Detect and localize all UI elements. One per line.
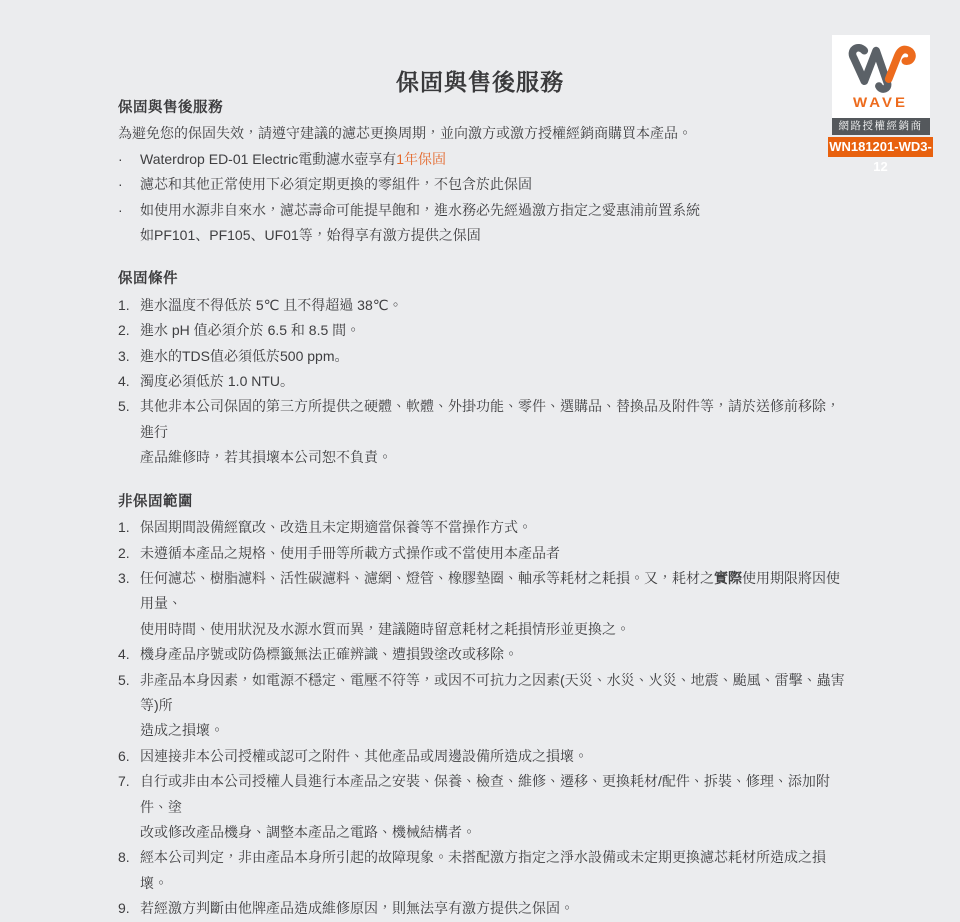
item-number: 3. <box>118 569 130 586</box>
item-number: 1. <box>118 519 130 536</box>
item-text: 進水 pH 值必須介於 6.5 和 8.5 間。 <box>140 322 361 339</box>
list-item <box>118 147 848 172</box>
item-number: 9. <box>118 900 130 917</box>
item-text: Waterdrop ED-01 Electric電動濾水壺享有1年保固 <box>140 150 446 167</box>
item-text: 任何濾芯、樹脂濾料、活性碳濾料、濾網、燈管、橡膠墊圈、軸承等耗材之耗損。又，耗材之實際使用期限將因使用量、 使用時間、使用狀況及水源水質而異，建議隨時留意耗材之耗損情形並更換之。 <box>140 569 840 637</box>
section-warranty-conditions <box>118 267 848 470</box>
list-item <box>118 896 848 921</box>
numbered-list <box>118 515 848 922</box>
item-text: 機身產品序號或防偽標籤無法正確辨識、遭損毀塗改或移除。 <box>140 646 518 663</box>
list-item <box>118 369 848 394</box>
item-number: 7. <box>118 773 130 790</box>
list-item <box>118 515 848 540</box>
dealer-label: 網路授權經銷商 <box>832 118 930 135</box>
item-number: 3. <box>118 347 130 364</box>
list-item <box>118 566 848 642</box>
list-item <box>118 394 848 470</box>
section-intro-paragraph: 為避免您的保固失效，請遵守建議的濾芯更換周期，並向激方或激方授權經銷商購買本產品。 <box>118 125 692 142</box>
item-number: 5. <box>118 398 130 415</box>
wave-w-logo-icon <box>846 43 916 93</box>
item-text: 自行或非由本公司授權人員進行本產品之安裝、保養、檢查、維修、遷移、更換耗材/配件、拆裝、修理、添加附件、塗 改或修改產品機身、調整本產品之電路、機械結構者。 <box>140 773 830 840</box>
wave-wordmark: WAVE <box>852 94 909 111</box>
list-item <box>118 642 848 667</box>
numbered-list <box>118 293 848 471</box>
section-heading: 保固條件 <box>118 271 178 288</box>
item-text: 未遵循本產品之規格、使用手冊等所載方式操作或不當使用本產品者 <box>140 544 560 561</box>
item-text: 如使用水源非自來水，濾芯壽命可能提早飽和，進水務必先經過激方指定之愛惠浦前置系統 如PF101、PF105、UF01等，始得享有激方提供之保固 <box>140 201 700 244</box>
bullet-icon: · <box>118 176 123 193</box>
item-number: 2. <box>118 544 130 561</box>
dealer-code: WN181201-WD3-12 <box>829 139 932 174</box>
section-heading: 非保固範圍 <box>118 493 193 510</box>
list-item <box>118 172 848 197</box>
item-number: 1. <box>118 296 130 313</box>
list-item <box>118 845 848 896</box>
list-item <box>118 293 848 318</box>
item-text: 若經激方判斷由他牌產品造成維修原因，則無法享有激方提供之保固。 <box>140 900 574 917</box>
item-number: 8. <box>118 849 130 866</box>
section-heading: 保固與售後服務 <box>118 100 223 116</box>
item-number: 4. <box>118 373 130 390</box>
item-text: 進水溫度不得低於 5℃ 且不得超過 38℃。 <box>140 296 403 313</box>
item-text: 非產品本身因素，如電源不穩定、電壓不符等，或因不可抗力之因素(天災、水災、火災、地震、颱風、雷擊、蟲害等)所 造成之損壞。 <box>140 671 845 739</box>
item-text: 其他非本公司保固的第三方所提供之硬體、軟體、外掛功能、零件、選購品、替換品及附件等，請於送修前移除，進行 產品維修時，若其損壞本公司恕不負責。 <box>140 398 840 466</box>
bullet-list <box>118 147 848 249</box>
list-item <box>118 344 848 369</box>
item-number: 2. <box>118 322 130 339</box>
item-text: 因連接非本公司授權或認可之附件、其他產品或周邊設備所造成之損壞。 <box>140 747 588 764</box>
bullet-icon: · <box>118 201 123 218</box>
section-non-warranty-scope <box>118 490 848 922</box>
list-item <box>118 318 848 343</box>
item-text: 進水的TDS值必須低於500 ppm。 <box>140 347 349 364</box>
item-text: 濾芯和其他正常使用下必須定期更換的零組件，不包含於此保固 <box>140 176 532 193</box>
list-item <box>118 769 848 845</box>
list-item <box>118 744 848 769</box>
item-text: 經本公司判定，非由產品本身所引起的故障現象。未搭配激方指定之淨水設備或未定期更換濾芯耗材所造成之損 壞。 <box>140 849 826 891</box>
section-warranty-service <box>118 96 848 248</box>
list-item <box>118 198 848 249</box>
item-text: 濁度必須低於 1.0 NTU。 <box>140 373 295 390</box>
list-item <box>118 668 848 744</box>
bullet-icon: · <box>118 150 123 167</box>
item-number: 5. <box>118 671 130 688</box>
item-number: 4. <box>118 646 130 663</box>
page-title: 保固與售後服務 <box>396 69 564 96</box>
list-item <box>118 541 848 566</box>
item-number: 6. <box>118 747 130 764</box>
item-text: 保固期間設備經竄改、改造且未定期適當保養等不當操作方式。 <box>140 519 532 536</box>
document-body <box>118 96 848 922</box>
